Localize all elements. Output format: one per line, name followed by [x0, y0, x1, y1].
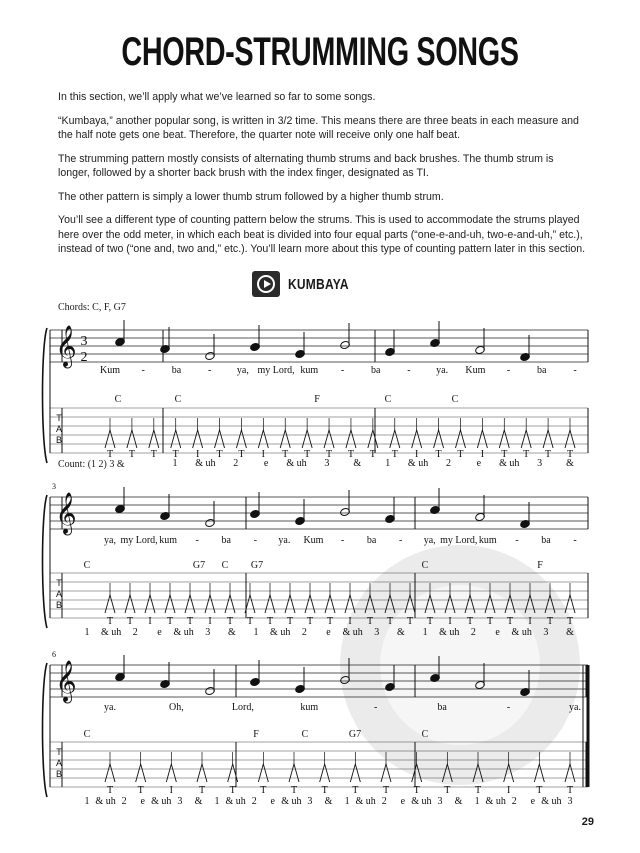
count-text: 2 [381, 796, 387, 807]
count-label: Count: (1 2) 3 & [58, 459, 125, 470]
lyric: Kum [100, 365, 120, 376]
count-text: 2 [121, 796, 127, 807]
count-text: e [495, 627, 500, 638]
strum-letter: T [566, 449, 574, 460]
chord-name: C [421, 729, 429, 740]
count-text: & uh [101, 627, 122, 638]
strum-letter: T [226, 616, 234, 627]
strum-mark [368, 430, 378, 448]
count-text: & uh [173, 627, 194, 638]
chord-name: F [537, 560, 543, 571]
strum-mark [350, 764, 360, 782]
time-signature: 2 [80, 350, 88, 365]
tab-label: B [55, 435, 63, 445]
system-brace [43, 663, 48, 797]
strum-letter: T [382, 785, 390, 796]
strum-mark [324, 430, 334, 448]
count-text: 1 [84, 627, 90, 638]
strum-mark [145, 595, 155, 613]
strum-letter: I [480, 449, 485, 460]
strum-mark [521, 430, 531, 448]
strum-letter: T [444, 785, 451, 796]
strum-mark [165, 595, 175, 613]
paragraph: In this section, we’ll apply what we’ve learned so far to some songs. [58, 91, 376, 103]
tab-label: B [55, 600, 63, 610]
count-text: & uh [485, 796, 506, 807]
strum-letter: T [128, 449, 135, 460]
count-text: & [566, 627, 574, 638]
lyric: - [253, 535, 257, 546]
strum-letter: T [435, 449, 442, 460]
strum-letter: I [195, 449, 200, 460]
strum-letter: T [321, 785, 328, 796]
count-text: 1 [474, 796, 480, 807]
count-text: 1 [84, 796, 90, 807]
count-text: 2 [470, 627, 476, 638]
strum-mark [236, 430, 246, 448]
count-text: & uh [439, 627, 460, 638]
song-title: KUMBAYA [288, 275, 349, 293]
strum-letter: T [426, 616, 434, 627]
strum-letter: T [172, 449, 179, 460]
count-text: 1 [253, 627, 259, 638]
lyric: - [340, 365, 345, 376]
strum-letter: T [286, 616, 294, 627]
lyric: ya. [569, 702, 581, 713]
count-text: 3 [324, 458, 330, 469]
strum-mark [365, 595, 375, 613]
count-text: e [476, 458, 482, 469]
system-brace [43, 328, 48, 463]
strum-letter: T [566, 616, 574, 627]
chord-name: C [174, 394, 182, 405]
strum-letter: T [466, 616, 474, 627]
count-text: 3 [177, 796, 183, 807]
lyric: ba [437, 702, 447, 713]
treble-clef-icon: 𝄞 [55, 326, 77, 367]
strum-mark [289, 764, 299, 782]
strum-letter: T [486, 616, 494, 627]
strum-mark [225, 595, 235, 613]
count-text: & uh [407, 458, 429, 469]
strum-letter: T [457, 449, 464, 460]
tab-label: B [55, 769, 63, 779]
strum-letter: T [238, 449, 245, 460]
chord-name: C [384, 394, 392, 405]
strum-letter: T [106, 449, 114, 460]
strum-mark [325, 595, 335, 613]
chord-name: F [253, 729, 259, 740]
strum-mark [565, 595, 575, 613]
strum-mark [205, 595, 215, 613]
tab-label: A [55, 589, 63, 599]
strum-letter: T [166, 616, 174, 627]
strum-mark [127, 430, 137, 448]
strum-mark [149, 430, 159, 448]
count-text: 2 [511, 796, 517, 807]
lyric: - [573, 535, 577, 546]
strum-mark [455, 430, 465, 448]
strum-letter: T [474, 785, 482, 796]
lyric: ba [221, 535, 231, 546]
count-text: & uh [541, 796, 562, 807]
paragraph: The other pattern is simply a lower thumb strum followed by a higher thumb strum. [58, 190, 444, 203]
strum-letter: T [546, 616, 554, 627]
strum-mark [534, 764, 544, 782]
strum-mark [499, 430, 509, 448]
lyric: kum [159, 535, 178, 546]
count-text: & uh [499, 458, 520, 469]
lyric: kum [478, 535, 497, 546]
strum-letter: T [501, 449, 508, 460]
strum-mark [302, 430, 312, 448]
strum-letter: I [528, 616, 532, 627]
strum-letter: I [261, 449, 266, 460]
strum-mark [412, 430, 422, 448]
strum-letter: T [545, 449, 552, 460]
count-text: & uh [286, 458, 307, 469]
count-text: 3 [205, 627, 211, 638]
count-text: & uh [355, 796, 376, 807]
paragraph: “Kumbaya,” another popular song, is written in 3/2 time. This means there are three beats in each measure and the half note gets one beat. Therefore, the quarter note will receive only one half beat. [58, 114, 579, 141]
strum-letter: T [352, 785, 359, 796]
strum-mark [193, 430, 203, 448]
strum-letter: T [126, 616, 134, 627]
lyric: ba [541, 535, 551, 546]
lyric: ba [537, 365, 547, 376]
strum-mark [465, 595, 475, 613]
strum-letter: T [306, 616, 314, 627]
lyric: - [407, 365, 411, 376]
strum-mark [258, 430, 268, 448]
strum-mark [505, 595, 515, 613]
lyric: ba [370, 365, 381, 376]
strum-letter: T [366, 616, 374, 627]
tab-label: T [56, 578, 62, 588]
strum-mark [125, 595, 135, 613]
lyric: - [573, 365, 577, 376]
tab-label: A [55, 758, 63, 768]
count-text: & [228, 627, 236, 638]
count-text: & uh [270, 627, 291, 638]
tab-label: T [56, 747, 62, 757]
strum-letter: T [413, 785, 420, 796]
lyric: - [398, 535, 403, 546]
count-text: & [353, 458, 362, 469]
count-text: & [194, 796, 203, 807]
count-text: 2 [445, 458, 451, 469]
count-text: 2 [132, 627, 138, 638]
strum-mark [543, 430, 553, 448]
lyric: ya. [436, 365, 449, 376]
count-text: e [400, 796, 406, 807]
lyric: kum [300, 702, 319, 713]
strum-mark [166, 764, 176, 782]
treble-clef-icon: 𝄞 [55, 661, 77, 702]
strum-mark [485, 595, 495, 613]
strum-mark [215, 430, 225, 448]
count-text: 1 [172, 458, 178, 469]
count-text: e [530, 796, 536, 807]
lyric: ya. [104, 702, 116, 713]
chord-name: C [83, 729, 91, 740]
strum-mark [305, 595, 315, 613]
count-text: & uh [281, 796, 302, 807]
lyric: - [195, 535, 199, 546]
chord-name: C [301, 729, 309, 740]
strum-mark [136, 764, 146, 782]
strum-letter: T [290, 785, 298, 796]
strum-mark [105, 430, 115, 448]
count-text: 3 [537, 458, 543, 469]
strum-mark [477, 430, 487, 448]
chord-name: C [451, 394, 459, 405]
tab-label: A [55, 424, 63, 434]
count-text: & uh [511, 627, 532, 638]
strum-mark [258, 764, 268, 782]
lyric: kum [300, 365, 319, 376]
page-number: 29 [581, 816, 594, 828]
page-title: CHORD-STRUMMING SONGS [121, 30, 519, 74]
strum-mark [565, 764, 575, 782]
count-text: & [397, 627, 405, 638]
strum-letter: T [325, 449, 333, 460]
strum-mark [385, 595, 395, 613]
strum-letter: I [414, 449, 419, 460]
lyric: ba [171, 365, 182, 376]
strum-letter: T [229, 785, 236, 796]
strum-mark [346, 430, 356, 448]
count-text: & [454, 796, 463, 807]
strum-mark [504, 764, 514, 782]
strum-letter: T [106, 616, 114, 627]
count-text: & uh [95, 796, 116, 807]
strum-mark [434, 430, 444, 448]
lyric: - [340, 535, 345, 546]
chords-label: Chords: C, F, G7 [58, 302, 126, 313]
strum-letter: T [506, 616, 514, 627]
count-text: 1 [214, 796, 220, 807]
count-text: 3 [374, 627, 380, 638]
count-text: 3 [307, 796, 313, 807]
time-signature: 3 [80, 334, 88, 349]
count-text: 2 [251, 796, 257, 807]
strum-letter: T [198, 785, 206, 796]
strum-letter: T [406, 616, 414, 627]
lyric: my Lord, [440, 535, 478, 546]
count-text: 3 [543, 627, 549, 638]
strum-letter: T [536, 785, 543, 796]
strum-mark [525, 595, 535, 613]
lyric: Kum [465, 365, 486, 376]
strum-mark [405, 595, 415, 613]
strum-letter: T [260, 785, 267, 796]
system-brace [43, 495, 48, 628]
strum-letter: I [169, 785, 174, 796]
strum-mark [565, 430, 575, 448]
strum-mark [185, 595, 195, 613]
strum-letter: T [347, 449, 355, 460]
strum-mark [285, 595, 295, 613]
count-text: & uh [195, 458, 216, 469]
strum-letter: I [506, 785, 511, 796]
strum-mark [390, 430, 400, 448]
count-text: e [140, 796, 145, 807]
count-text: & [324, 796, 333, 807]
strum-letter: T [186, 616, 194, 627]
strum-letter: T [566, 785, 574, 796]
paragraph: You’ll see a different type of counting pattern below the strums. This is used to accommodate the strums played here over the odd meter, in which each beat is divided into four equal parts (“one-e-and-uh, two-e-and-uh,” etc.), instead of two (“one and, two and,” etc.). You’ll learn more about this type of counting pattern later in this section. [58, 214, 586, 255]
measure-number: 6 [52, 650, 56, 659]
lyric: - [506, 702, 511, 713]
strum-letter: I [448, 616, 452, 627]
strum-mark [545, 595, 555, 613]
strum-mark [445, 595, 455, 613]
strum-letter: T [106, 785, 114, 796]
strum-mark [442, 764, 452, 782]
chord-name: C [114, 394, 122, 405]
strum-mark [105, 595, 115, 613]
count-text: 1 [344, 796, 350, 807]
lyric: - [515, 535, 519, 546]
count-text: e [326, 627, 331, 638]
lyric: ba [366, 535, 377, 546]
lyric: - [141, 365, 145, 376]
count-text: 1 [385, 458, 391, 469]
lyric: Oh, [169, 702, 184, 713]
strum-letter: I [208, 616, 212, 627]
lyric: Kum [303, 535, 324, 546]
strum-letter: T [386, 616, 394, 627]
count-text: 2 [301, 627, 307, 638]
lyric: - [374, 702, 378, 713]
chord-name: C [221, 560, 229, 571]
count-text: 1 [422, 627, 428, 638]
chord-name: G7 [192, 560, 206, 571]
lyric: ya. [278, 535, 291, 546]
count-text: & [566, 458, 574, 469]
tab-label: T [56, 413, 62, 423]
strum-letter: T [304, 449, 311, 460]
count-text: & uh [151, 796, 172, 807]
chord-name: C [83, 560, 91, 571]
strum-letter: T [266, 616, 274, 627]
strum-mark [171, 430, 181, 448]
measure-number: 3 [52, 482, 56, 491]
strum-mark [473, 764, 483, 782]
strum-letter: I [148, 616, 152, 627]
count-text: & uh [225, 796, 246, 807]
count-text: & uh [411, 796, 432, 807]
strum-mark [197, 764, 207, 782]
lyric: Lord, [231, 702, 254, 713]
paragraph: The strumming pattern mostly consists of alternating thumb strums and back brushes. The thumb strum is longer, followed by a shorter back brush with the index finger, designated as TI. [58, 152, 554, 179]
strum-letter: T [282, 449, 289, 460]
lyric: - [207, 365, 212, 376]
count-text: 3 [437, 796, 443, 807]
strum-letter: T [369, 449, 376, 460]
strum-mark [345, 595, 355, 613]
count-text: 3 [567, 796, 573, 807]
strum-mark [280, 430, 290, 448]
lyric: ya, [423, 535, 436, 546]
count-text: e [157, 627, 162, 638]
chord-name: G7 [250, 560, 264, 571]
strum-mark [412, 764, 422, 782]
strum-mark [105, 764, 115, 782]
strum-mark [425, 595, 435, 613]
lyric: my Lord, [120, 535, 158, 546]
strum-letter: T [137, 785, 144, 796]
count-text: e [270, 796, 275, 807]
strum-letter: I [348, 616, 352, 627]
lyric: my Lord, [257, 365, 295, 376]
count-text: 2 [233, 458, 239, 469]
strum-letter: T [391, 449, 398, 460]
strum-letter: T [216, 449, 223, 460]
chord-name: G7 [348, 729, 362, 740]
chord-name: F [314, 394, 320, 405]
strum-letter: T [150, 449, 157, 460]
strum-letter: T [523, 449, 530, 460]
strum-letter: T [246, 616, 254, 627]
strum-mark [381, 764, 391, 782]
count-text: & uh [342, 627, 363, 638]
lyric: - [506, 365, 511, 376]
count-text: e [263, 458, 269, 469]
strum-mark [265, 595, 275, 613]
strum-mark [320, 764, 330, 782]
treble-clef-icon: 𝄞 [55, 493, 77, 534]
strum-letter: T [326, 616, 334, 627]
lyric: ya, [104, 535, 116, 546]
lyric: ya, [236, 365, 249, 376]
chord-name: C [421, 560, 429, 571]
